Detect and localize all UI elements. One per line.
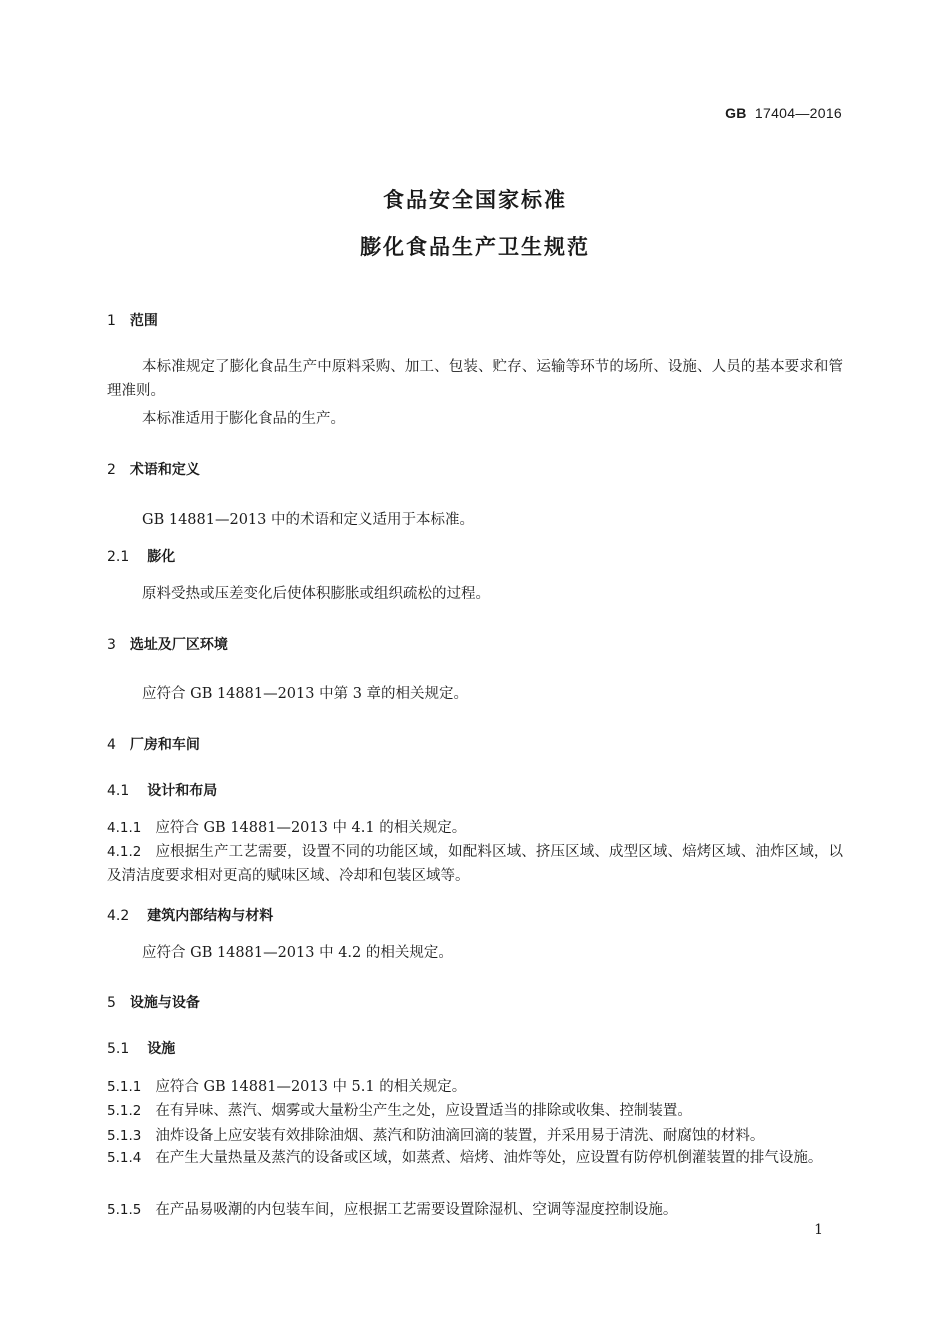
- section-4-2-heading: [107, 905, 273, 925]
- clause-4-1-1: [107, 816, 466, 837]
- section-number: 3: [107, 637, 116, 653]
- clause-5-1-5: [107, 1198, 677, 1219]
- section-title: 厂房和车间: [129, 737, 200, 753]
- section-2-heading: [107, 459, 200, 479]
- clause-number: 5.1.1: [107, 1079, 142, 1095]
- clause-number: 5.1.3: [107, 1128, 142, 1144]
- clause-5-1-3: [107, 1124, 764, 1145]
- clause-text: 应符合 GB 14881—2013 中 5.1 的相关规定。: [155, 1079, 467, 1095]
- section-title: 建筑内部结构与材料: [147, 908, 274, 924]
- section-number: 4: [107, 737, 116, 753]
- section-title: 设计和布局: [147, 783, 218, 799]
- section-4-heading: [107, 734, 200, 754]
- standard-prefix: GB: [725, 105, 747, 121]
- section-2-1-para-1: 原料受热或压差变化后使体积膨胀或组织疏松的过程。: [142, 586, 490, 602]
- clause-number: 5.1.4: [107, 1150, 142, 1166]
- section-title: 术语和定义: [129, 462, 200, 478]
- clause-number: 5.1.5: [107, 1202, 142, 1218]
- document-title-line2: 膨化食品生产卫生规范: [360, 235, 590, 259]
- section-title: 选址及厂区环境: [129, 637, 228, 653]
- section-title: 膨化: [147, 549, 176, 565]
- section-1-para-1: 本标准规定了膨化食品生产中原料采购、加工、包装、贮存、运输等环节的场所、设施、人员的基本要求和管理准则。: [107, 359, 843, 399]
- section-5-1-heading: [107, 1038, 175, 1058]
- clause-text: 应根据生产工艺需要，设置不同的功能区域，如配料区域、挤压区域、成型区域、焙烤区域、油炸区域，以及清洁度要求相对更高的赋味区域、冷却和包装区域等。: [107, 844, 843, 884]
- section-2-para-1: GB 14881—2013 中的术语和定义适用于本标准。: [142, 512, 474, 528]
- clause-text: 在产生大量热量及蒸汽的设备或区域，如蒸煮、焙烤、油炸等处，应设置有防停机倒灌装置的排气设施。: [155, 1150, 823, 1166]
- clause-5-1-1: [107, 1075, 466, 1096]
- section-4-2-para-1: 应符合 GB 14881—2013 中 4.2 的相关规定。: [142, 945, 453, 961]
- clause-text: 在产品易吸潮的内包装车间，应根据工艺需要设置除湿机、空调等湿度控制设施。: [155, 1202, 678, 1218]
- clause-5-1-2: [107, 1099, 692, 1120]
- section-number: 2.1: [107, 549, 130, 565]
- clause-number: 4.1.2: [107, 844, 142, 860]
- section-title: 设施与设备: [129, 995, 200, 1011]
- standard-number: 17404—2016: [754, 105, 842, 121]
- section-number: 5: [107, 995, 116, 1011]
- section-number: 4.2: [107, 908, 130, 924]
- section-1-heading: [107, 310, 158, 330]
- section-number: 5.1: [107, 1041, 130, 1057]
- page-number: 1: [814, 1222, 823, 1238]
- section-3-heading: [107, 634, 228, 654]
- clause-5-1-4: [107, 1146, 843, 1170]
- section-number: 2: [107, 462, 116, 478]
- clause-text: 应符合 GB 14881—2013 中 4.1 的相关规定。: [155, 820, 467, 836]
- section-5-heading: [107, 992, 200, 1012]
- section-3-para-1: 应符合 GB 14881—2013 中第 3 章的相关规定。: [142, 686, 469, 702]
- clause-4-1-2: [107, 840, 843, 888]
- clause-text: 油炸设备上应安装有效排除油烟、蒸汽和防油滴回滴的装置，并采用易于清洗、耐腐蚀的材料。: [155, 1128, 765, 1144]
- section-title: 范围: [129, 313, 158, 329]
- clause-text: 在有异味、蒸汽、烟雾或大量粉尘产生之处，应设置适当的排除或收集、控制装置。: [155, 1103, 692, 1119]
- section-2-1-heading: [107, 546, 175, 566]
- section-number: 1: [107, 313, 116, 329]
- clause-number: 5.1.2: [107, 1103, 142, 1119]
- clause-number: 4.1.1: [107, 820, 142, 836]
- section-number: 4.1: [107, 783, 130, 799]
- document-title-line1: 食品安全国家标准: [383, 188, 567, 212]
- section-4-1-heading: [107, 780, 217, 800]
- section-1-para-2: 本标准适用于膨化食品的生产。: [142, 411, 345, 427]
- standard-header: [725, 105, 842, 121]
- section-title: 设施: [147, 1041, 176, 1057]
